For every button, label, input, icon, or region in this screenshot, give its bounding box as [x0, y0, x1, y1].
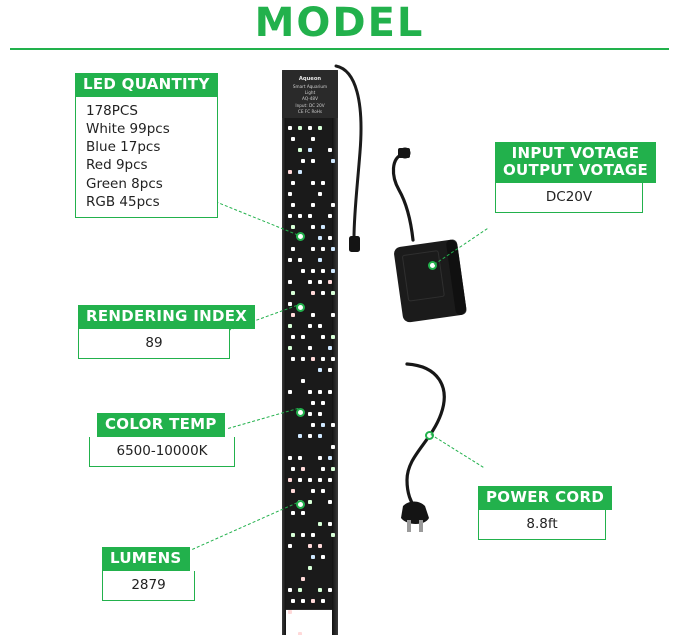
callout-power-cord — [478, 486, 612, 540]
led-dot — [288, 280, 292, 284]
led-dot — [308, 214, 312, 218]
led-dot — [331, 357, 335, 361]
led-dot — [301, 511, 305, 515]
led-dot — [288, 126, 292, 130]
led-dot — [298, 126, 302, 130]
led-dot — [298, 588, 302, 592]
led-dot — [308, 544, 312, 548]
model-code-text: AQ-48V — [302, 96, 318, 102]
input-voltage-label: INPUT VOTAGE — [511, 144, 640, 162]
led-dot — [291, 203, 295, 207]
led-dot — [321, 423, 325, 427]
led-dot — [288, 346, 292, 350]
led-dot — [321, 489, 325, 493]
led-dot — [298, 258, 302, 262]
led-dot — [331, 423, 335, 427]
callout-body-voltage: DC20V — [495, 183, 643, 213]
led-dot — [301, 577, 305, 581]
led-dot — [308, 346, 312, 350]
led-dot — [288, 258, 292, 262]
led-dot — [308, 280, 312, 284]
led-dot — [318, 368, 322, 372]
led-dot — [318, 236, 322, 240]
led-red-text: Red 9pcs — [86, 157, 148, 174]
brand-text: Aqueon — [298, 76, 322, 82]
led-dot — [321, 291, 325, 295]
led-blue-text: Blue 17pcs — [86, 139, 161, 156]
callout-caption-voltage — [495, 142, 656, 183]
led-dot — [311, 423, 315, 427]
callout-lumens — [102, 547, 195, 601]
led-dot — [321, 555, 325, 559]
led-dot — [318, 522, 322, 526]
led-dot — [331, 269, 335, 273]
callout-caption-lumens: LUMENS — [102, 547, 190, 571]
led-dot — [308, 148, 312, 152]
led-dot — [308, 324, 312, 328]
callout-body-led-quantity — [75, 97, 218, 218]
led-dot — [291, 291, 295, 295]
led-dot — [291, 313, 295, 317]
led-dot — [318, 456, 322, 460]
led-dot — [311, 555, 315, 559]
led-dot — [288, 390, 292, 394]
led-array — [286, 124, 334, 635]
led-dot — [291, 137, 295, 141]
led-dot — [291, 335, 295, 339]
led-dot — [308, 566, 312, 570]
led-dot — [288, 588, 292, 592]
led-dot — [301, 335, 305, 339]
led-dot — [311, 401, 315, 405]
light-bar-print-label — [288, 76, 332, 115]
product-name-text: Smart Aquarium Light — [292, 83, 328, 96]
led-dot — [311, 203, 315, 207]
led-total-text: 178PCS — [86, 102, 138, 119]
callout-body-lumens: 2879 — [102, 571, 195, 601]
led-dot — [328, 500, 332, 504]
led-dot — [321, 599, 325, 603]
output-voltage-label: OUTPUT VOTAGE — [503, 160, 649, 179]
led-green-text: Green 8pcs — [86, 175, 163, 192]
led-dot — [328, 588, 332, 592]
led-dot — [321, 467, 325, 471]
led-dot — [328, 456, 332, 460]
led-dot — [288, 610, 292, 614]
led-dot — [288, 456, 292, 460]
power-adapter-graphic — [385, 140, 475, 340]
led-dot — [301, 379, 305, 383]
anchor-dot-rendering-index — [296, 303, 305, 312]
led-dot — [291, 489, 295, 493]
led-dot — [318, 324, 322, 328]
led-dot — [291, 511, 295, 515]
led-dot — [328, 280, 332, 284]
led-dot — [321, 621, 325, 625]
callout-caption-led-quantity: LED QUANTITY — [75, 73, 218, 97]
input-spec-text: Input: DC 20V — [295, 102, 325, 108]
led-dot — [331, 291, 335, 295]
led-dot — [311, 181, 315, 185]
led-dot — [321, 401, 325, 405]
led-dot — [328, 346, 332, 350]
led-dot — [308, 434, 312, 438]
led-dot — [288, 324, 292, 328]
led-dot — [288, 302, 292, 306]
led-dot — [311, 225, 315, 229]
led-dot — [298, 148, 302, 152]
callout-body-power-cord: 8.8ft — [478, 510, 606, 540]
callout-caption-power-cord: POWER CORD — [478, 486, 612, 510]
led-dot — [321, 335, 325, 339]
led-dot — [288, 544, 292, 548]
led-dot — [331, 467, 335, 471]
led-dot — [328, 368, 332, 372]
led-dot — [298, 478, 302, 482]
callout-caption-rendering-index: RENDERING INDEX — [78, 305, 255, 329]
led-dot — [318, 412, 322, 416]
led-rgb-text: RGB 45pcs — [86, 193, 160, 210]
led-dot — [311, 291, 315, 295]
led-dot — [331, 533, 335, 537]
led-dot — [321, 225, 325, 229]
led-dot — [308, 478, 312, 482]
led-dot — [288, 478, 292, 482]
led-dot — [308, 390, 312, 394]
led-dot — [298, 170, 302, 174]
led-dot — [321, 181, 325, 185]
led-dot — [311, 159, 315, 163]
callout-color-temp — [89, 413, 235, 467]
led-dot — [331, 335, 335, 339]
led-dot — [291, 599, 295, 603]
led-dot — [331, 445, 335, 449]
callout-led-quantity — [75, 73, 218, 218]
anchor-dot-color-temp — [296, 408, 305, 417]
led-dot — [318, 544, 322, 548]
led-dot — [301, 357, 305, 361]
led-dot — [328, 610, 332, 614]
callout-caption-color-temp: COLOR TEMP — [97, 413, 225, 437]
led-dot — [291, 467, 295, 471]
led-dot — [288, 170, 292, 174]
led-dot — [288, 214, 292, 218]
led-dot — [291, 533, 295, 537]
led-dot — [301, 533, 305, 537]
led-dot — [298, 456, 302, 460]
led-dot — [318, 588, 322, 592]
led-dot — [308, 126, 312, 130]
led-dot — [301, 467, 305, 471]
led-dot — [321, 247, 325, 251]
led-dot — [311, 313, 315, 317]
led-dot — [318, 126, 322, 130]
led-dot — [318, 478, 322, 482]
led-dot — [301, 621, 305, 625]
led-dot — [308, 500, 312, 504]
callout-rendering-index — [78, 305, 255, 359]
led-dot — [311, 489, 315, 493]
led-dot — [311, 357, 315, 361]
led-dot — [301, 599, 305, 603]
light-power-cord-graphic — [330, 62, 380, 252]
led-dot — [328, 478, 332, 482]
led-dot — [298, 214, 302, 218]
led-dot — [328, 390, 332, 394]
led-dot — [318, 192, 322, 196]
callout-voltage — [495, 142, 656, 213]
led-dot — [311, 247, 315, 251]
led-dot — [318, 610, 322, 614]
led-dot — [321, 357, 325, 361]
led-dot — [291, 181, 295, 185]
led-dot — [328, 522, 332, 526]
led-dot — [301, 269, 305, 273]
led-dot — [321, 269, 325, 273]
led-dot — [291, 247, 295, 251]
led-white-text: White 99pcs — [86, 121, 170, 138]
led-dot — [298, 610, 302, 614]
led-dot — [311, 137, 315, 141]
led-dot — [318, 434, 322, 438]
led-dot — [298, 434, 302, 438]
certification-marks-text: CE FC RoHs — [297, 108, 323, 114]
page-title: MODEL — [254, 0, 425, 46]
led-dot — [311, 269, 315, 273]
led-dot — [301, 159, 305, 163]
led-dot — [331, 313, 335, 317]
led-dot — [311, 533, 315, 537]
led-dot — [318, 390, 322, 394]
led-dot — [291, 225, 295, 229]
led-dot — [288, 192, 292, 196]
callout-body-rendering-index: 89 — [78, 329, 230, 359]
led-dot — [318, 258, 322, 262]
led-dot — [318, 280, 322, 284]
led-dot — [308, 412, 312, 416]
led-dot — [311, 599, 315, 603]
title-divider — [10, 48, 669, 50]
callout-body-color-temp: 6500-10000K — [89, 437, 235, 467]
led-dot — [291, 357, 295, 361]
